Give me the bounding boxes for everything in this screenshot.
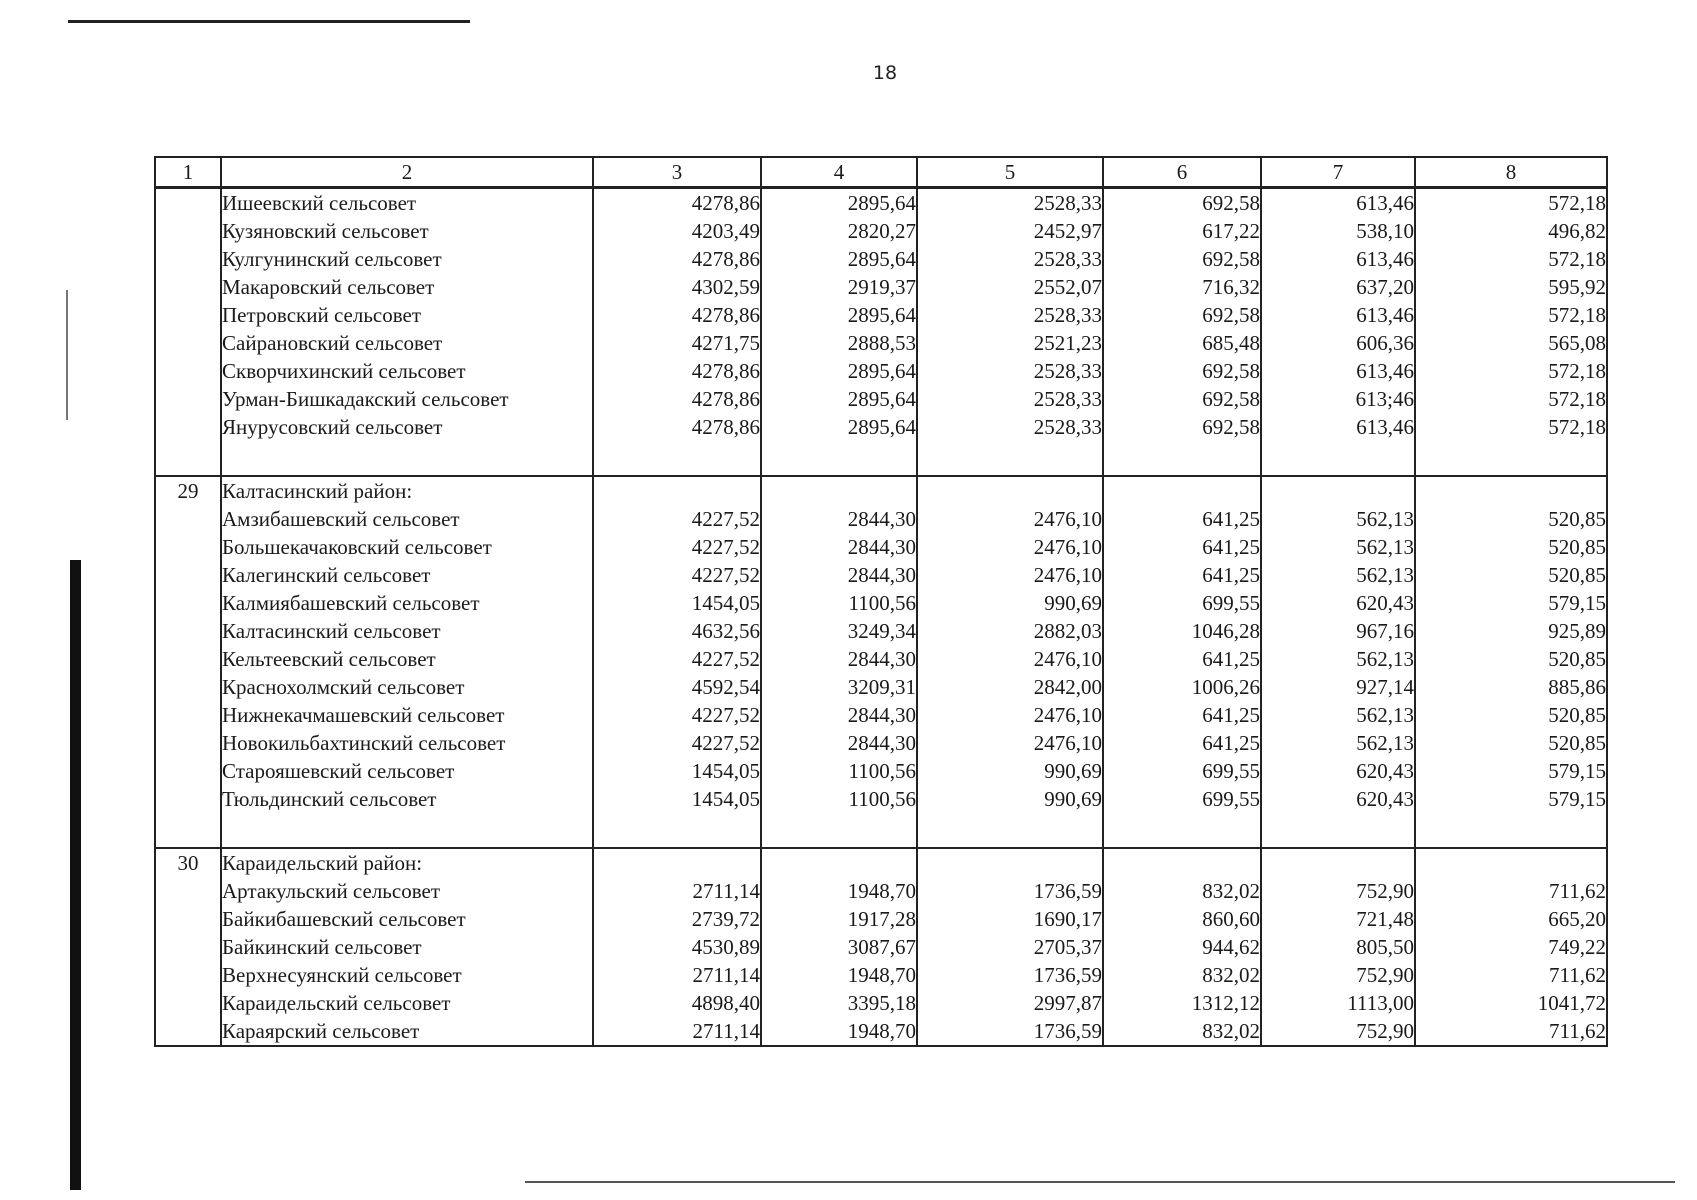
empty-cell	[1103, 848, 1261, 877]
value-cell-col4: 2895,64	[761, 245, 917, 273]
table-row	[155, 785, 1607, 813]
row-number-cell	[155, 961, 221, 989]
settlement-name: Большекачаковский сельсовет	[221, 533, 593, 561]
value-cell-col8: 711,62	[1415, 877, 1607, 905]
row-number-cell	[155, 729, 221, 757]
settlement-name: Байкинский сельсовет	[221, 933, 593, 961]
table-row	[155, 645, 1607, 673]
row-number-cell	[155, 1017, 221, 1046]
empty-cell	[1261, 813, 1415, 848]
value-cell-col3: 4278,86	[593, 188, 761, 218]
value-cell-col3: 4227,52	[593, 561, 761, 589]
value-cell-col4: 1100,56	[761, 785, 917, 813]
value-cell-col3: 4227,52	[593, 505, 761, 533]
value-cell-col3: 2711,14	[593, 877, 761, 905]
district-number: 29	[155, 476, 221, 505]
settlement-name: Кельтеевский сельсовет	[221, 645, 593, 673]
value-cell-col5: 2705,37	[917, 933, 1103, 961]
scan-margin-mark	[66, 290, 68, 420]
empty-cell	[1415, 848, 1607, 877]
settlement-name: Урман-Бишкадакский сельсовет	[221, 385, 593, 413]
value-cell-col5: 2476,10	[917, 505, 1103, 533]
value-cell-col4: 2820,27	[761, 217, 917, 245]
page-number: 18	[872, 62, 898, 84]
settlement-name: Сайрановский сельсовет	[221, 329, 593, 357]
value-cell-col8: 749,22	[1415, 933, 1607, 961]
value-cell-col3: 4227,52	[593, 533, 761, 561]
value-cell-col4: 3087,67	[761, 933, 917, 961]
value-cell-col4: 2844,30	[761, 729, 917, 757]
row-number-cell	[155, 561, 221, 589]
row-number-cell	[155, 188, 221, 218]
row-number-cell	[155, 673, 221, 701]
value-cell-col6: 944,62	[1103, 933, 1261, 961]
value-cell-col3: 2711,14	[593, 961, 761, 989]
value-cell-col3: 4632,56	[593, 617, 761, 645]
empty-cell	[1415, 441, 1607, 476]
value-cell-col7: 613,46	[1261, 357, 1415, 385]
row-number-cell	[155, 357, 221, 385]
value-cell-col3: 1454,05	[593, 757, 761, 785]
row-number-cell	[155, 533, 221, 561]
table-row	[155, 188, 1607, 218]
table-row	[155, 757, 1607, 785]
value-cell-col8: 572,18	[1415, 413, 1607, 441]
value-cell-col7: 613,46	[1261, 188, 1415, 218]
group-spacer-row	[155, 813, 1607, 848]
header-row	[155, 157, 1607, 188]
empty-cell	[1415, 813, 1607, 848]
value-cell-col6: 699,55	[1103, 785, 1261, 813]
value-cell-col5: 2476,10	[917, 533, 1103, 561]
column-header: 5	[917, 157, 1103, 188]
value-cell-col7: 538,10	[1261, 217, 1415, 245]
district-group	[155, 848, 1607, 1046]
value-cell-col7: 637,20	[1261, 273, 1415, 301]
settlement-name: Караидельский сельсовет	[221, 989, 593, 1017]
empty-cell	[593, 813, 761, 848]
district-group	[155, 476, 1607, 848]
settlement-name: Ишеевский сельсовет	[221, 188, 593, 218]
value-cell-col8: 572,18	[1415, 245, 1607, 273]
value-cell-col4: 2919,37	[761, 273, 917, 301]
row-number-cell	[155, 757, 221, 785]
value-cell-col7: 805,50	[1261, 933, 1415, 961]
value-cell-col5: 1690,17	[917, 905, 1103, 933]
value-cell-col7: 613,46	[1261, 301, 1415, 329]
value-cell-col4: 2888,53	[761, 329, 917, 357]
empty-cell	[761, 441, 917, 476]
value-cell-col4: 2844,30	[761, 533, 917, 561]
value-cell-col7: 562,13	[1261, 533, 1415, 561]
value-cell-col4: 1100,56	[761, 589, 917, 617]
value-cell-col8: 711,62	[1415, 961, 1607, 989]
value-cell-col4: 1100,56	[761, 757, 917, 785]
settlement-name: Байкибашевский сельсовет	[221, 905, 593, 933]
value-cell-col4: 2844,30	[761, 561, 917, 589]
value-cell-col5: 2521,23	[917, 329, 1103, 357]
table-row	[155, 589, 1607, 617]
empty-cell	[761, 848, 917, 877]
table-row	[155, 301, 1607, 329]
value-cell-col8: 595,92	[1415, 273, 1607, 301]
value-cell-col8: 665,20	[1415, 905, 1607, 933]
value-cell-col6: 617,22	[1103, 217, 1261, 245]
table-row	[155, 905, 1607, 933]
value-cell-col3: 4278,86	[593, 301, 761, 329]
value-cell-col3: 4530,89	[593, 933, 761, 961]
empty-cell	[593, 476, 761, 505]
value-cell-col8: 520,85	[1415, 561, 1607, 589]
value-cell-col7: 562,13	[1261, 701, 1415, 729]
table-row	[155, 673, 1607, 701]
empty-cell	[917, 813, 1103, 848]
row-number-cell	[155, 329, 221, 357]
value-cell-col5: 2552,07	[917, 273, 1103, 301]
value-cell-col3: 4278,86	[593, 385, 761, 413]
row-number-cell	[155, 385, 221, 413]
column-header: 2	[221, 157, 593, 188]
tariff-table	[154, 156, 1608, 1047]
table-row	[155, 877, 1607, 905]
value-cell-col4: 2895,64	[761, 301, 917, 329]
value-cell-col8: 579,15	[1415, 785, 1607, 813]
value-cell-col6: 692,58	[1103, 385, 1261, 413]
value-cell-col7: 620,43	[1261, 785, 1415, 813]
empty-cell	[593, 441, 761, 476]
empty-cell	[155, 441, 221, 476]
value-cell-col6: 641,25	[1103, 729, 1261, 757]
value-cell-col7: 613,46	[1261, 245, 1415, 273]
table-row	[155, 561, 1607, 589]
value-cell-col6: 832,02	[1103, 877, 1261, 905]
value-cell-col4: 1948,70	[761, 877, 917, 905]
value-cell-col5: 2528,33	[917, 188, 1103, 218]
district-title: Караидельский район:	[221, 848, 593, 877]
scan-footer-line	[525, 1181, 1675, 1183]
row-number-cell	[155, 933, 221, 961]
table-row	[155, 385, 1607, 413]
settlement-name: Калмиябашевский сельсовет	[221, 589, 593, 617]
settlement-name: Янурусовский сельсовет	[221, 413, 593, 441]
value-cell-col6: 699,55	[1103, 757, 1261, 785]
value-cell-col7: 562,13	[1261, 729, 1415, 757]
value-cell-col5: 1736,59	[917, 877, 1103, 905]
value-cell-col6: 692,58	[1103, 188, 1261, 218]
value-cell-col6: 860,60	[1103, 905, 1261, 933]
empty-cell	[761, 813, 917, 848]
value-cell-col8: 520,85	[1415, 729, 1607, 757]
value-cell-col3: 1454,05	[593, 589, 761, 617]
value-cell-col5: 2528,33	[917, 357, 1103, 385]
value-cell-col6: 699,55	[1103, 589, 1261, 617]
value-cell-col3: 2711,14	[593, 1017, 761, 1046]
value-cell-col6: 692,58	[1103, 413, 1261, 441]
row-number-cell	[155, 301, 221, 329]
table-row	[155, 357, 1607, 385]
value-cell-col8: 579,15	[1415, 757, 1607, 785]
table-row	[155, 1017, 1607, 1046]
value-cell-col8: 496,82	[1415, 217, 1607, 245]
settlement-name: Старояшевский сельсовет	[221, 757, 593, 785]
value-cell-col4: 1948,70	[761, 961, 917, 989]
district-title: Калтасинский район:	[221, 476, 593, 505]
value-cell-col5: 990,69	[917, 589, 1103, 617]
value-cell-col6: 692,58	[1103, 301, 1261, 329]
value-cell-col3: 4592,54	[593, 673, 761, 701]
value-cell-col5: 2476,10	[917, 561, 1103, 589]
settlement-name: Верхнесуянский сельсовет	[221, 961, 593, 989]
table-row	[155, 505, 1607, 533]
value-cell-col5: 2476,10	[917, 729, 1103, 757]
empty-cell	[1103, 476, 1261, 505]
value-cell-col5: 2842,00	[917, 673, 1103, 701]
scan-binding-shadow	[70, 560, 81, 1190]
value-cell-col8: 520,85	[1415, 505, 1607, 533]
empty-cell	[917, 476, 1103, 505]
value-cell-col8: 520,85	[1415, 701, 1607, 729]
row-number-cell	[155, 645, 221, 673]
row-number-cell	[155, 905, 221, 933]
row-number-cell	[155, 217, 221, 245]
value-cell-col3: 4278,86	[593, 413, 761, 441]
scan-edge-line	[68, 20, 470, 23]
value-cell-col4: 2844,30	[761, 645, 917, 673]
value-cell-col6: 832,02	[1103, 961, 1261, 989]
row-number-cell	[155, 989, 221, 1017]
value-cell-col6: 641,25	[1103, 505, 1261, 533]
table-row	[155, 617, 1607, 645]
value-cell-col3: 1454,05	[593, 785, 761, 813]
value-cell-col6: 641,25	[1103, 645, 1261, 673]
settlement-name: Кулгунинский сельсовет	[221, 245, 593, 273]
value-cell-col7: 613,46	[1261, 413, 1415, 441]
empty-cell	[593, 848, 761, 877]
empty-cell	[155, 813, 221, 848]
table-row	[155, 989, 1607, 1017]
value-cell-col8: 885,86	[1415, 673, 1607, 701]
value-cell-col6: 716,32	[1103, 273, 1261, 301]
value-cell-col7: 562,13	[1261, 505, 1415, 533]
value-cell-col3: 4302,59	[593, 273, 761, 301]
value-cell-col3: 4278,86	[593, 357, 761, 385]
table-row	[155, 961, 1607, 989]
value-cell-col3: 2739,72	[593, 905, 761, 933]
value-cell-col3: 4203,49	[593, 217, 761, 245]
empty-cell	[1261, 441, 1415, 476]
value-cell-col4: 2895,64	[761, 413, 917, 441]
value-cell-col8: 572,18	[1415, 188, 1607, 218]
settlement-name: Скворчихинский сельсовет	[221, 357, 593, 385]
table-row	[155, 329, 1607, 357]
row-number-cell	[155, 701, 221, 729]
table-row	[155, 413, 1607, 441]
empty-cell	[1261, 476, 1415, 505]
district-header-row	[155, 476, 1607, 505]
table-row	[155, 533, 1607, 561]
value-cell-col8: 565,08	[1415, 329, 1607, 357]
column-header: 3	[593, 157, 761, 188]
value-cell-col6: 1312,12	[1103, 989, 1261, 1017]
value-cell-col6: 1046,28	[1103, 617, 1261, 645]
row-number-cell	[155, 785, 221, 813]
value-cell-col3: 4278,86	[593, 245, 761, 273]
value-cell-col7: 606,36	[1261, 329, 1415, 357]
district-group	[155, 188, 1607, 477]
value-cell-col6: 641,25	[1103, 561, 1261, 589]
table-row	[155, 273, 1607, 301]
value-cell-col4: 1917,28	[761, 905, 917, 933]
value-cell-col6: 692,58	[1103, 245, 1261, 273]
settlement-name: Краснохолмский сельсовет	[221, 673, 593, 701]
empty-cell	[221, 441, 593, 476]
value-cell-col4: 3209,31	[761, 673, 917, 701]
value-cell-col7: 562,13	[1261, 561, 1415, 589]
table-row	[155, 933, 1607, 961]
value-cell-col3: 4271,75	[593, 329, 761, 357]
empty-cell	[1103, 813, 1261, 848]
value-cell-col7: 967,16	[1261, 617, 1415, 645]
column-header: 6	[1103, 157, 1261, 188]
value-cell-col5: 1736,59	[917, 961, 1103, 989]
value-cell-col8: 572,18	[1415, 385, 1607, 413]
value-cell-col5: 2476,10	[917, 701, 1103, 729]
settlement-name: Макаровский сельсовет	[221, 273, 593, 301]
value-cell-col5: 2528,33	[917, 245, 1103, 273]
value-cell-col8: 572,18	[1415, 357, 1607, 385]
value-cell-col5: 2528,33	[917, 413, 1103, 441]
empty-cell	[917, 848, 1103, 877]
column-header: 1	[155, 157, 221, 188]
value-cell-col6: 641,25	[1103, 533, 1261, 561]
value-cell-col7: 613;46	[1261, 385, 1415, 413]
row-number-cell	[155, 413, 221, 441]
value-cell-col6: 685,48	[1103, 329, 1261, 357]
empty-cell	[221, 813, 593, 848]
value-cell-col5: 2452,97	[917, 217, 1103, 245]
district-number: 30	[155, 848, 221, 877]
row-number-cell	[155, 505, 221, 533]
value-cell-col7: 752,90	[1261, 877, 1415, 905]
column-header: 8	[1415, 157, 1607, 188]
value-cell-col8: 925,89	[1415, 617, 1607, 645]
settlement-name: Нижнекачмашевский сельсовет	[221, 701, 593, 729]
value-cell-col6: 832,02	[1103, 1017, 1261, 1046]
value-cell-col8: 572,18	[1415, 301, 1607, 329]
value-cell-col3: 4227,52	[593, 729, 761, 757]
value-cell-col5: 2528,33	[917, 301, 1103, 329]
settlement-name: Петровский сельсовет	[221, 301, 593, 329]
empty-cell	[1261, 848, 1415, 877]
value-cell-col4: 3395,18	[761, 989, 917, 1017]
value-cell-col3: 4227,52	[593, 701, 761, 729]
value-cell-col4: 2844,30	[761, 701, 917, 729]
value-cell-col5: 2528,33	[917, 385, 1103, 413]
value-cell-col4: 1948,70	[761, 1017, 917, 1046]
group-spacer-row	[155, 441, 1607, 476]
column-header: 7	[1261, 157, 1415, 188]
value-cell-col7: 562,13	[1261, 645, 1415, 673]
value-cell-col3: 4898,40	[593, 989, 761, 1017]
value-cell-col8: 579,15	[1415, 589, 1607, 617]
district-header-row	[155, 848, 1607, 877]
value-cell-col8: 520,85	[1415, 533, 1607, 561]
table-row	[155, 245, 1607, 273]
value-cell-col8: 711,62	[1415, 1017, 1607, 1046]
row-number-cell	[155, 273, 221, 301]
value-cell-col8: 520,85	[1415, 645, 1607, 673]
value-cell-col4: 2895,64	[761, 357, 917, 385]
empty-cell	[917, 441, 1103, 476]
value-cell-col7: 927,14	[1261, 673, 1415, 701]
value-cell-col8: 1041,72	[1415, 989, 1607, 1017]
row-number-cell	[155, 617, 221, 645]
empty-cell	[761, 476, 917, 505]
column-header: 4	[761, 157, 917, 188]
settlement-name: Калегинский сельсовет	[221, 561, 593, 589]
value-cell-col5: 2997,87	[917, 989, 1103, 1017]
value-cell-col7: 721,48	[1261, 905, 1415, 933]
value-cell-col5: 2476,10	[917, 645, 1103, 673]
settlement-name: Караярский сельсовет	[221, 1017, 593, 1046]
table-row	[155, 217, 1607, 245]
settlement-name: Тюльдинский сельсовет	[221, 785, 593, 813]
value-cell-col7: 752,90	[1261, 961, 1415, 989]
value-cell-col5: 2882,03	[917, 617, 1103, 645]
value-cell-col5: 1736,59	[917, 1017, 1103, 1046]
value-cell-col7: 752,90	[1261, 1017, 1415, 1046]
value-cell-col6: 692,58	[1103, 357, 1261, 385]
value-cell-col7: 620,43	[1261, 589, 1415, 617]
settlement-name: Новокильбахтинский сельсовет	[221, 729, 593, 757]
value-cell-col5: 990,69	[917, 757, 1103, 785]
empty-cell	[1103, 441, 1261, 476]
row-number-cell	[155, 877, 221, 905]
value-cell-col6: 1006,26	[1103, 673, 1261, 701]
value-cell-col4: 2895,64	[761, 188, 917, 218]
value-cell-col4: 3249,34	[761, 617, 917, 645]
value-cell-col5: 990,69	[917, 785, 1103, 813]
table-row	[155, 701, 1607, 729]
table-row	[155, 729, 1607, 757]
value-cell-col7: 620,43	[1261, 757, 1415, 785]
empty-cell	[1415, 476, 1607, 505]
value-cell-col7: 1113,00	[1261, 989, 1415, 1017]
value-cell-col3: 4227,52	[593, 645, 761, 673]
value-cell-col4: 2895,64	[761, 385, 917, 413]
value-cell-col6: 641,25	[1103, 701, 1261, 729]
settlement-name: Калтасинский сельсовет	[221, 617, 593, 645]
settlement-name: Амзибашевский сельсовет	[221, 505, 593, 533]
settlement-name: Артакульский сельсовет	[221, 877, 593, 905]
row-number-cell	[155, 589, 221, 617]
settlement-name: Кузяновский сельсовет	[221, 217, 593, 245]
row-number-cell	[155, 245, 221, 273]
value-cell-col4: 2844,30	[761, 505, 917, 533]
